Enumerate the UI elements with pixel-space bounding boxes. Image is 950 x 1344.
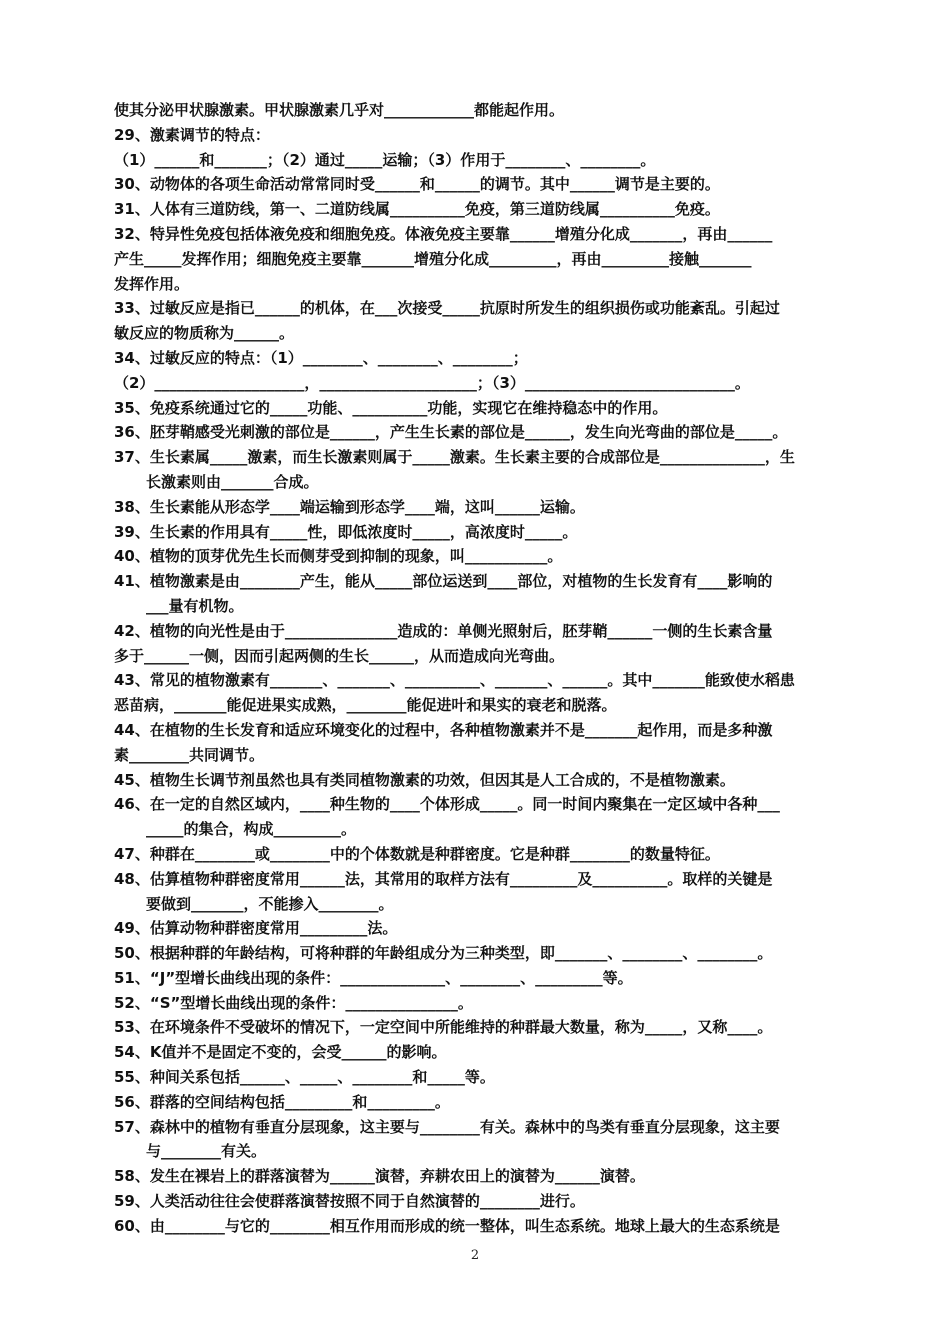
- text-line: 38、生长素能从形态学____端运输到形态学____端，这叫______运输。: [114, 497, 585, 516]
- text-line: 48、估算植物种群密度常用______法，其常用的取样方法有_________及__________。取样的关键是: [114, 869, 773, 888]
- page-number: 2: [470, 1248, 480, 1263]
- text-line: （2）____________________，_____________________；（3）____________________________。: [114, 373, 750, 392]
- text-line: 要做到_______，不能掺入________。: [146, 894, 394, 913]
- text-line: 46、在一定的自然区域内，____种生物的____个体形成_____。同一时间内聚集在一定区域中各种___: [114, 795, 780, 814]
- text-line: 40、植物的顶芽优先生长而侧芽受到抑制的现象，叫___________。: [114, 547, 563, 566]
- text-line: 多于______一侧，因而引起两侧的生长______，从而造成向光弯曲。: [114, 646, 565, 665]
- text-line: 60、由________与它的________相互作用而形成的统一整体，叫生态系统。地球上最大的生态系统是: [114, 1216, 780, 1235]
- text-line: _____的集合，构成_________。: [146, 820, 357, 839]
- text-line: 39、生长素的作用具有_____性，即低浓度时_____，高浓度时_____。: [114, 522, 578, 541]
- text-line: 37、生长素属_____激素，而生长激素则属于_____激素。生长素主要的合成部位是______________，生: [114, 448, 795, 467]
- text-line: 50、根据种群的年龄结构，可将种群的年龄组成分为三种类型，即_______、________、________。: [114, 944, 773, 963]
- text-line: 44、在植物的生长发育和适应环境变化的过程中，各种植物激素并不是_______起作用，而是多种激: [114, 720, 773, 739]
- text-line: 49、估算动物种群密度常用_________法。: [114, 919, 398, 938]
- text-line: 长激素则由_______合成。: [146, 472, 319, 491]
- text-line: 34、过敏反应的特点：（1）________、________、________；: [114, 348, 528, 367]
- text-line: 52、“S”型增长曲线出现的条件：_______________。: [114, 993, 473, 1012]
- text-line: 57、森林中的植物有垂直分层现象，这主要与________有关。森林中的鸟类有垂直分层现象，这主要: [114, 1117, 780, 1136]
- question-list: [114, 98, 840, 1239]
- text-line: 51、“J”型增长曲线出现的条件：______________、________、_________等。: [114, 968, 633, 987]
- text-line: 使其分泌甲状腺激素。甲状腺激素几乎对____________都能起作用。: [114, 101, 565, 119]
- text-line: 56、群落的空间结构包括_________和_________。: [114, 1092, 450, 1111]
- text-line: 41、植物激素是由________产生，能从_____部位运送到____部位，对植物的生长发育有____影响的: [114, 572, 773, 591]
- text-line: （1）______和_______；（2）通过_____运输；（3）作用于________、________。: [114, 150, 656, 169]
- text-line: 33、过敏反应是指已______的机体，在___次接受_____抗原时所发生的组织损伤或功能紊乱。引起过: [114, 299, 780, 318]
- text-line: 45、植物生长调节剂虽然也具有类同植物激素的功效，但因其是人工合成的，不是植物激素。: [114, 770, 735, 789]
- text-line: 42、植物的向光性是由于_______________造成的：单侧光照射后，胚芽鞘______一侧的生长素含量: [114, 621, 773, 640]
- text-line: 素________共同调节。: [114, 745, 265, 764]
- text-line: 55、种间关系包括______、_____、________和_____等。: [114, 1068, 495, 1087]
- text-line: 敏反应的物质称为______。: [114, 324, 295, 343]
- text-line: 59、人类活动往往会使群落演替按照不同于自然演替的________进行。: [114, 1192, 585, 1211]
- text-line: 产生_____发挥作用；细胞免疫主要靠_______增殖分化成_________，再由_________接触_______: [114, 249, 752, 268]
- text-line: 35、免疫系统通过它的_____功能、__________功能，实现它在维持稳态中的作用。: [114, 398, 668, 417]
- text-line: 与________有关。: [146, 1142, 267, 1161]
- text-line: 53、在环境条件不受破坏的情况下，一定空间中所能维持的种群最大数量，称为_____，又称____。: [114, 1018, 773, 1037]
- text-line: 发挥作用。: [114, 274, 190, 293]
- text-line: 47、种群在________或________中的个体数就是种群密度。它是种群________的数量特征。: [114, 844, 720, 863]
- text-line: 58、发生在裸岩上的群落演替为______演替，弃耕农田上的演替为______演替。: [114, 1167, 645, 1186]
- text-line: 36、胚芽鞘感受光刺激的部位是______，产生生长素的部位是______，发生向光弯曲的部位是_____。: [114, 423, 788, 442]
- text-line: 29、激素调节的特点：: [114, 125, 270, 144]
- text-line: 31、人体有三道防线，第一、二道防线属__________免疫，第三道防线属__________免疫。: [114, 200, 720, 219]
- text-line: 30、动物体的各项生命活动常常同时受______和______的调节。其中______调节是主要的。: [114, 175, 720, 194]
- text-line: 恶苗病，_______能促进果实成熟，________能促进叶和果实的衰老和脱落。: [114, 696, 617, 715]
- text-line: 43、常见的植物激素有_______、_______、__________、_______、______。其中_______能致使水稻患: [114, 671, 795, 690]
- text-line: 54、K值并不是固定不变的，会受______的影响。: [114, 1043, 447, 1062]
- text-line: 32、特异性免疫包括体液免疫和细胞免疫。体液免疫主要靠______增殖分化成_______，再由______: [114, 224, 773, 243]
- text-line: ___量有机物。: [146, 596, 244, 615]
